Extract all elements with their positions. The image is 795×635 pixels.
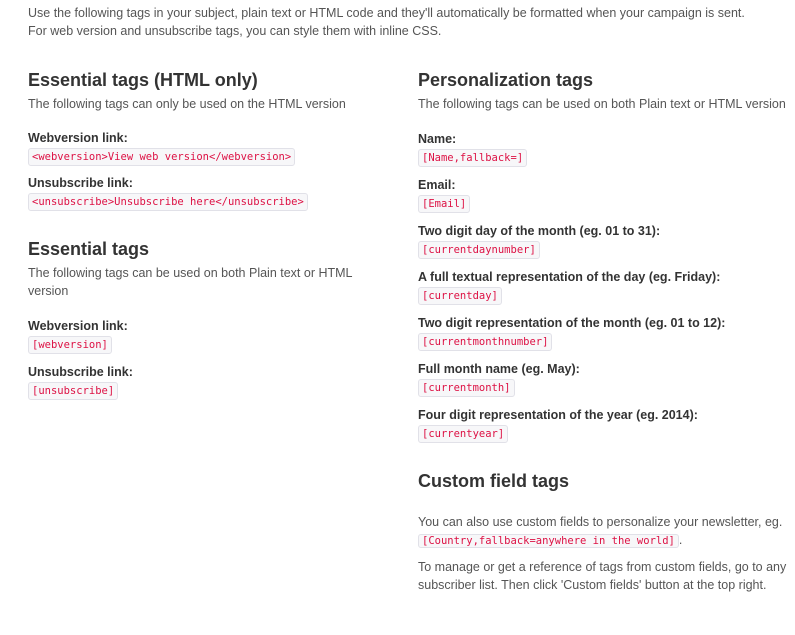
- personalization-section: [418, 68, 788, 443]
- essential-html-section: [28, 68, 393, 211]
- month-number-tag: [418, 314, 788, 351]
- custom-description: [418, 513, 788, 549]
- day-name-tag: [418, 268, 788, 305]
- tag-label: Four digit representation of the year (eg. 2014):: [418, 408, 698, 422]
- tag-code: [currentdaynumber]: [418, 241, 540, 259]
- tag-label: Full month name (eg. May):: [418, 362, 580, 376]
- webversion-tag: [28, 317, 393, 354]
- essential-html-description: The following tags can only be used on the HTML version: [28, 97, 346, 111]
- month-name-tag: [418, 360, 788, 397]
- tag-label: Name:: [418, 132, 457, 146]
- tag-label: A full textual representation of the day (eg. Friday):: [418, 270, 721, 284]
- unsubscribe-html-tag: [28, 174, 393, 211]
- intro-line-2: For web version and unsubscribe tags, you can style them with inline CSS.: [28, 24, 442, 38]
- custom-field-code: [Country,fallback=anywhere in the world]: [418, 534, 679, 548]
- tag-code: [currentmonthnumber]: [418, 333, 552, 351]
- tag-label: Email:: [418, 178, 456, 192]
- tag-code: [Name,fallback=]: [418, 149, 527, 167]
- tag-code: <unsubscribe>Unsubscribe here</unsubscribe>: [28, 193, 308, 211]
- personalization-description: The following tags can be used on both Plain text or HTML version: [418, 97, 786, 111]
- day-number-tag: [418, 222, 788, 259]
- tag-label: Unsubscribe link:: [28, 176, 133, 190]
- custom-title: Custom field tags: [418, 471, 570, 491]
- essential-title: Essential tags: [28, 239, 150, 259]
- unsubscribe-tag: [28, 363, 393, 400]
- tag-label: Webversion link:: [28, 131, 128, 145]
- webversion-html-tag: [28, 129, 393, 166]
- essential-section: [28, 237, 393, 400]
- custom-reference-note: To manage or get a reference of tags from custom fields, go to any subscriber list. Then click 'Custom fields' button at the top right.: [418, 560, 787, 592]
- email-tag: [418, 176, 788, 213]
- tag-code: [currentmonth]: [418, 379, 515, 397]
- tag-code: [currentyear]: [418, 425, 508, 443]
- tag-code: [unsubscribe]: [28, 382, 118, 400]
- tag-code: [webversion]: [28, 336, 112, 354]
- tag-label: Two digit day of the month (eg. 01 to 31):: [418, 224, 661, 238]
- intro-line-1: Use the following tags in your subject, plain text or HTML code and they'll automatically be formatted when your campaign is sent.: [28, 6, 745, 20]
- intro-text: [28, 4, 788, 40]
- tag-code: [Email]: [418, 195, 470, 213]
- name-tag: [418, 130, 788, 167]
- tag-label: Two digit representation of the month (eg. 01 to 12):: [418, 316, 726, 330]
- tag-label: Unsubscribe link:: [28, 365, 133, 379]
- tag-label: Webversion link:: [28, 319, 128, 333]
- essential-description: The following tags can be used on both Plain text or HTML version: [28, 266, 353, 298]
- left-column: [28, 68, 393, 400]
- tag-code: [currentday]: [418, 287, 502, 305]
- year-tag: [418, 406, 788, 443]
- tag-code: <webversion>View web version</webversion>: [28, 148, 295, 166]
- custom-text-before: You can also use custom fields to personalize your newsletter, eg.: [418, 515, 783, 529]
- custom-field-section: [418, 469, 788, 594]
- essential-html-title: Essential tags (HTML only): [28, 70, 258, 90]
- right-column: [418, 68, 788, 594]
- custom-text-after: .: [678, 533, 683, 547]
- personalization-title: Personalization tags: [418, 70, 594, 90]
